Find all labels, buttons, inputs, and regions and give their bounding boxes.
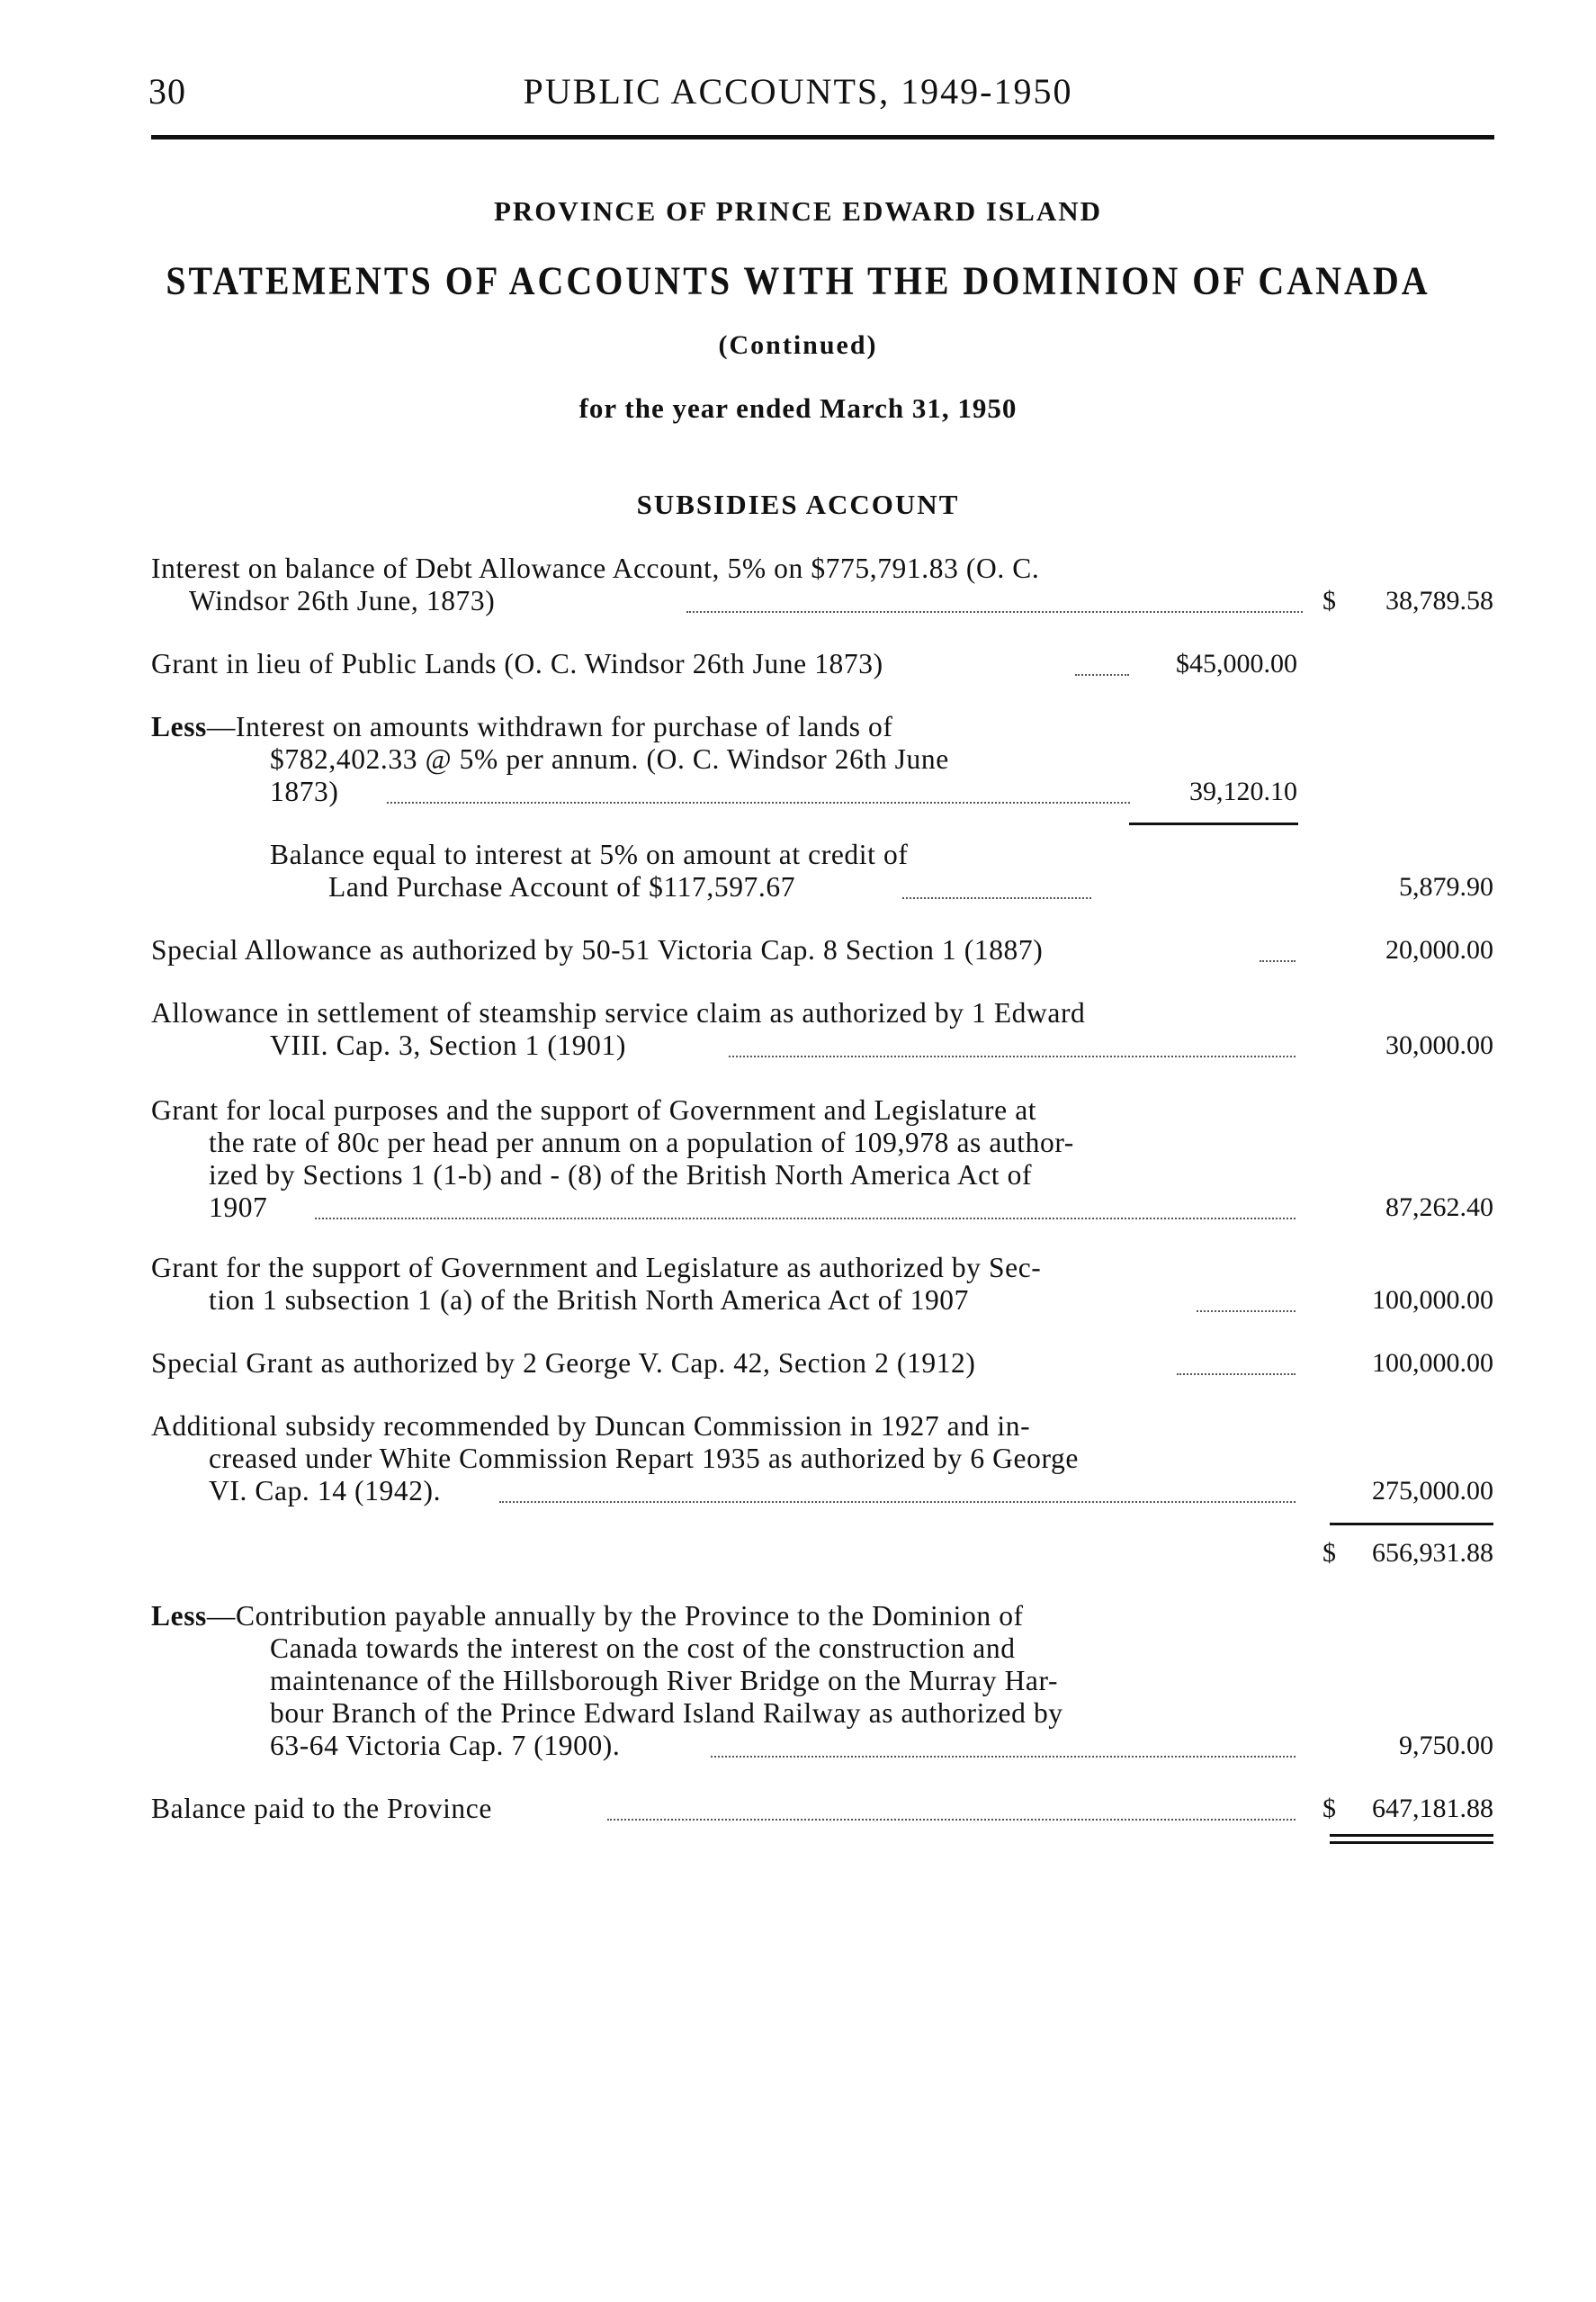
section-title: SUBSIDIES ACCOUNT [636,489,960,520]
interest-line-1: Interest on balance of Debt Allowance Account, 5% on $775,791.83 (O. C. [151,553,1040,584]
less-contribution-amount: 9,750.00 [1399,1731,1493,1760]
province-title: PROVINCE OF PRINCE EDWARD ISLAND [493,195,1102,227]
final-rule-top [1330,1834,1493,1837]
final-rule-bottom [1330,1841,1493,1844]
steamship-line-1: Allowance in settlement of steamship service claim as authorized by 1 Edward [151,997,1086,1029]
less-interest-line-2: $782,402.33 @ 5% per annum. (O. C. Windsor 26th June [270,743,949,775]
leader-dots [902,897,1091,899]
leader-dots [1197,1310,1296,1312]
local-purposes-amount: 87,262.40 [1385,1192,1493,1222]
less-contribution-line-5: 63-64 Victoria Cap. 7 (1900). [270,1730,621,1761]
special-grant-line-1: Special Grant as authorized by 2 George V. Cap. 42, Section 2 (1912) [151,1347,976,1379]
leader-dots [711,1756,1296,1758]
balance-land-line-2: Land Purchase Account of $117,597.67 [328,871,796,903]
balance-land-line-1: Balance equal to interest at 5% on amount at credit of [270,839,909,870]
steamship-amount: 30,000.00 [1385,1030,1493,1060]
subtotal-amount: 656,931.88 [1372,1538,1493,1568]
running-title: PUBLIC ACCOUNTS, 1949-1950 [523,71,1073,112]
local-purposes-line-4: 1907 [209,1191,268,1223]
header-rule [151,135,1494,139]
currency-symbol: $ [1323,586,1336,616]
leader-dots [607,1819,1296,1821]
less-label: Less [151,711,207,742]
local-purposes-line-3: ized by Sections 1 (1-b) and - (8) of the British North America Act of [209,1159,1033,1191]
interest-amount: 38,789.58 [1385,586,1493,616]
balance-paid-amount: 647,181.88 [1372,1794,1493,1823]
leader-dots [499,1501,1296,1503]
local-purposes-line-1: Grant for local purposes and the support of Government and Legislature at [151,1094,1037,1126]
grant-lands-amount: $45,000.00 [1176,649,1297,679]
period-line: for the year ended March 31, 1950 [578,392,1018,424]
local-purposes-line-2: the rate of 80c per head per annum on a population of 109,978 as author- [209,1127,1074,1158]
continued-label: (Continued) [718,330,878,360]
leader-dots [1260,960,1296,962]
less-contribution-line-2: Canada towards the interest on the cost of the construction and [270,1632,1016,1664]
less-interest-amount: 39,120.10 [1189,777,1297,806]
interest-line-2: Windsor 26th June, 1873) [189,585,496,616]
less-label: Less [151,1600,207,1632]
leader-dots [729,1056,1296,1057]
page-number: 30 [148,71,186,112]
special-allowance-line-1: Special Allowance as authorized by 50-51 Victoria Cap. 8 Section 1 (1887) [151,934,1044,966]
additional-subsidy-line-3: VI. Cap. 14 (1942). [209,1475,442,1506]
leader-dots [315,1218,1296,1219]
leader-dots [1177,1373,1296,1375]
less-contribution-line-3: maintenance of the Hillsborough River Bridge on the Murray Har- [270,1665,1059,1696]
government-support-amount: 100,000.00 [1372,1285,1493,1315]
additional-subsidy-line-2: creased under White Commission Repart 1935 as authorized by 6 George [209,1443,1079,1474]
government-support-line-1: Grant for the support of Government and Legislature as authorized by Sec- [151,1252,1042,1283]
less-contribution-line-4: bour Branch of the Prince Edward Island Railway as authorized by [270,1697,1063,1729]
special-allowance-amount: 20,000.00 [1385,935,1493,965]
leader-dots [686,611,1303,613]
less-interest-line-3: 1873) [270,776,339,807]
leader-dots [1075,674,1129,676]
statements-title: STATEMENTS OF ACCOUNTS WITH THE DOMINION OF CANADA [166,257,1430,303]
balance-paid-line-1: Balance paid to the Province [151,1793,492,1824]
additional-subsidy-amount: 275,000.00 [1372,1476,1493,1506]
less-contribution-line-1 [151,1600,1024,1632]
currency-symbol: $ [1323,1794,1336,1823]
total-rule [1330,1523,1493,1525]
grant-lands-line-1: Grant in lieu of Public Lands (O. C. Windsor 26th June 1873) [151,648,883,679]
less-interest-text: —Interest on amounts withdrawn for purchase of lands of [206,711,893,742]
leader-dots [387,802,1130,804]
additional-subsidy-line-1: Additional subsidy recommended by Duncan Commission in 1927 and in- [151,1410,1031,1442]
special-grant-amount: 100,000.00 [1372,1348,1493,1378]
less-interest-line-1 [151,711,892,743]
less-contribution-text: —Contribution payable annually by the Province to the Dominion of [206,1600,1024,1632]
currency-symbol: $ [1323,1538,1336,1568]
steamship-line-2: VIII. Cap. 3, Section 1 (1901) [270,1030,626,1061]
subtotal-rule [1129,823,1298,825]
government-support-line-2: tion 1 subsection 1 (a) of the British North America Act of 1907 [209,1284,970,1316]
balance-land-amount: 5,879.90 [1399,872,1493,902]
